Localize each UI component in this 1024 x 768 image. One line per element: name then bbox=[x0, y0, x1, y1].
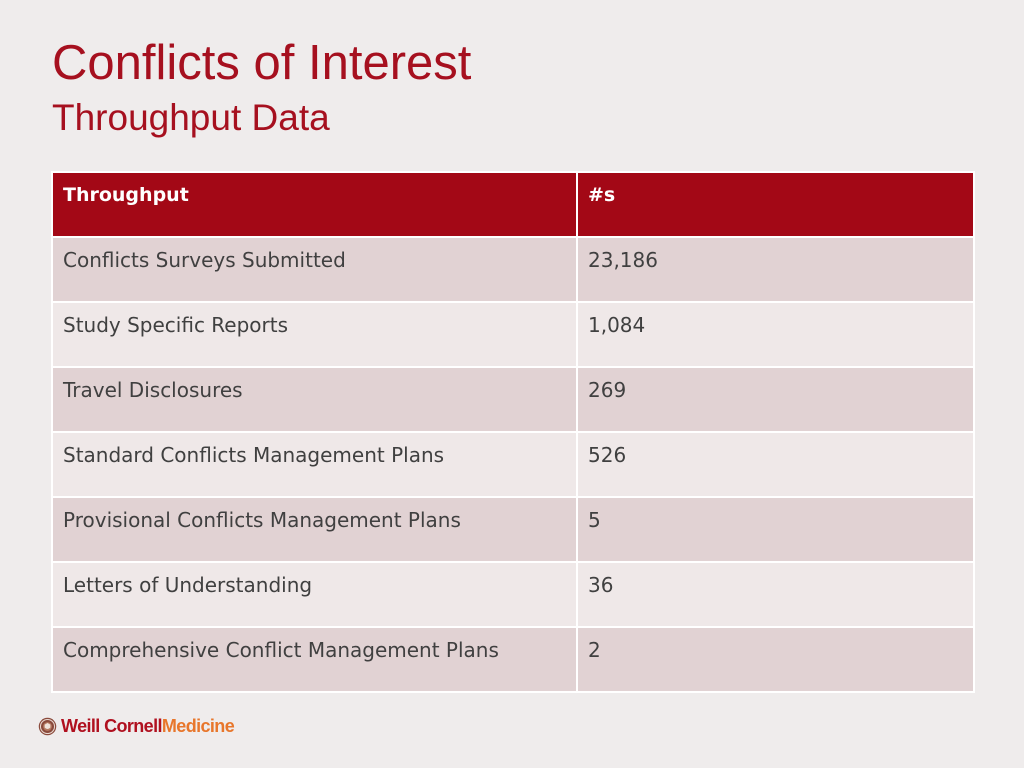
row-value: 5 bbox=[577, 497, 974, 562]
table-row bbox=[52, 497, 974, 562]
logo-name-primary: Weill Cornell bbox=[61, 715, 162, 736]
table-row bbox=[52, 562, 974, 627]
table-row bbox=[52, 367, 974, 432]
column-header-count: #s bbox=[577, 172, 974, 237]
row-label: Provisional Conflicts Management Plans bbox=[52, 497, 577, 562]
row-value: 1,084 bbox=[577, 302, 974, 367]
row-label: Conflicts Surveys Submitted bbox=[52, 237, 577, 302]
table-row bbox=[52, 237, 974, 302]
row-value: 36 bbox=[577, 562, 974, 627]
row-label: Study Specific Reports bbox=[52, 302, 577, 367]
row-label: Comprehensive Conflict Management Plans bbox=[52, 627, 577, 692]
row-value: 2 bbox=[577, 627, 974, 692]
page-subtitle: Throughput Data bbox=[52, 97, 330, 138]
row-label: Letters of Understanding bbox=[52, 562, 577, 627]
column-header-throughput: Throughput bbox=[52, 172, 577, 237]
table-row bbox=[52, 302, 974, 367]
seal-icon bbox=[38, 717, 57, 736]
table-row bbox=[52, 627, 974, 692]
table-row bbox=[52, 432, 974, 497]
row-value: 526 bbox=[577, 432, 974, 497]
row-value: 23,186 bbox=[577, 237, 974, 302]
institution-logo bbox=[38, 712, 234, 740]
logo-name-secondary: Medicine bbox=[161, 715, 235, 736]
throughput-table bbox=[51, 171, 975, 693]
table-header-row bbox=[52, 172, 974, 237]
row-label: Travel Disclosures bbox=[52, 367, 577, 432]
row-label: Standard Conflicts Management Plans bbox=[52, 432, 577, 497]
page-title: Conflicts of Interest bbox=[52, 36, 472, 90]
row-value: 269 bbox=[577, 367, 974, 432]
